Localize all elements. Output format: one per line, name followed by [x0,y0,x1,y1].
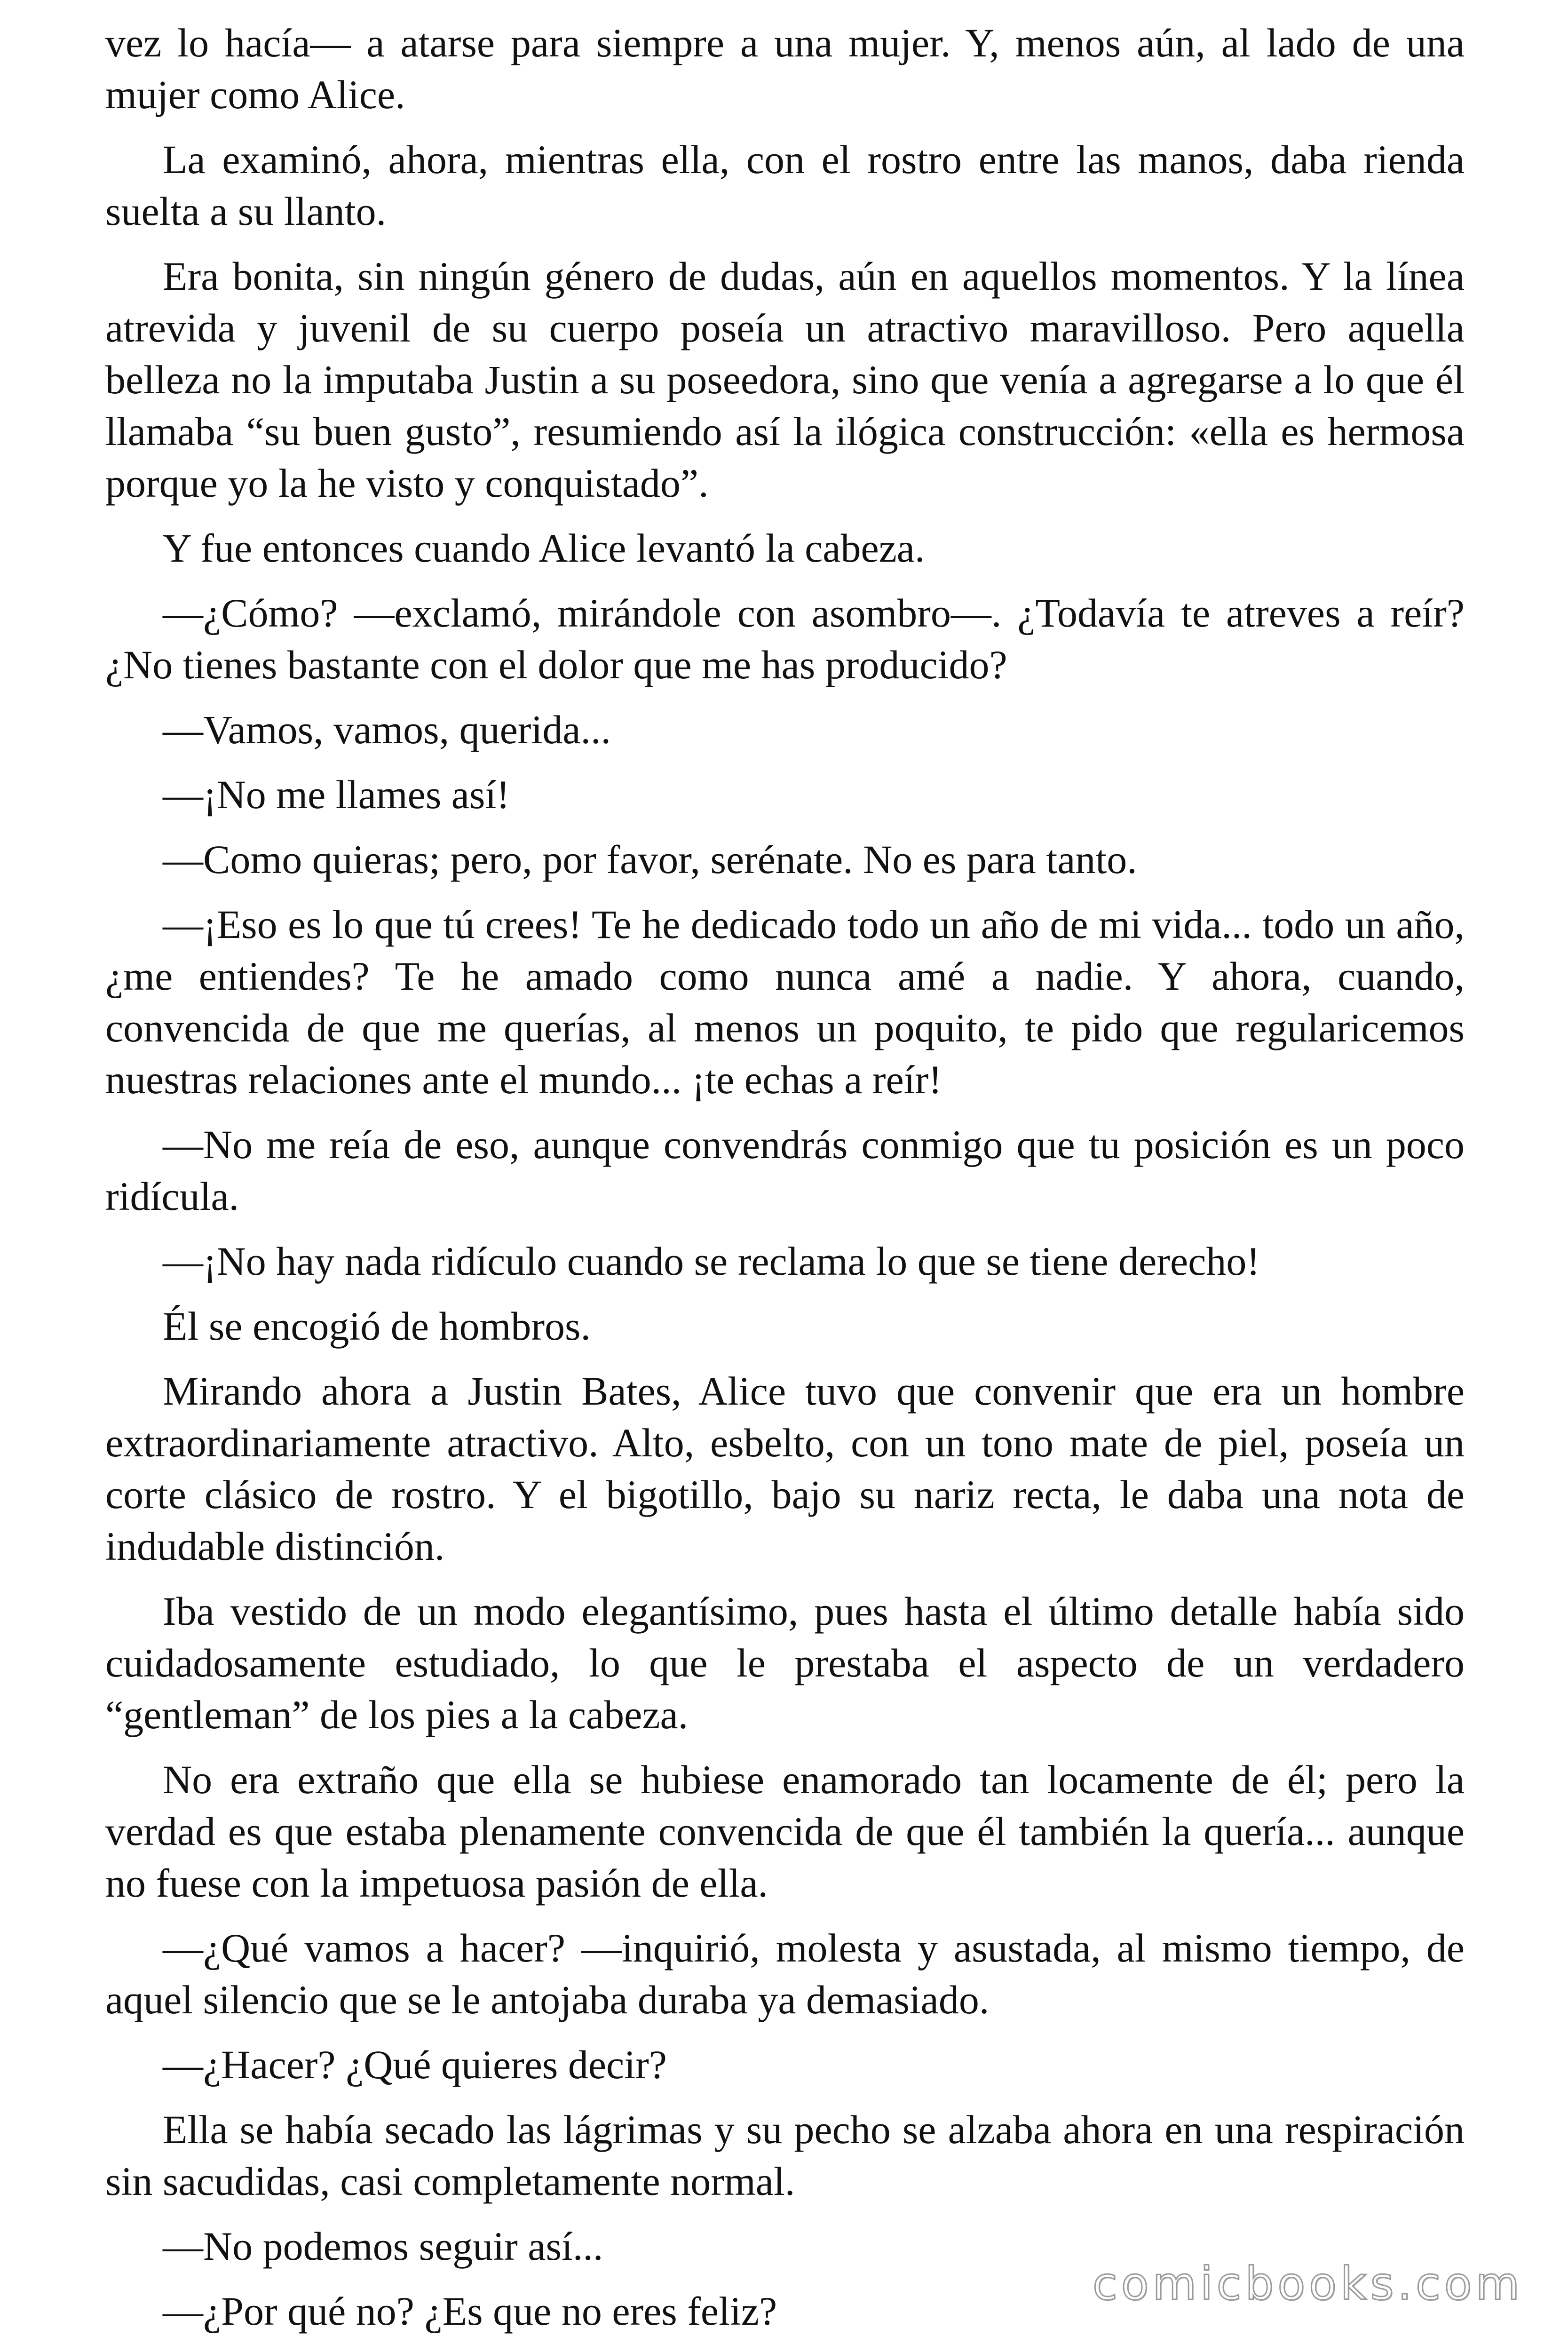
dialogue-line: —No me reía de eso, aunque convendrás conmigo que tu posición es un poco ridícula. [105,1122,1465,1219]
dialogue-line: —Como quieras; pero, por favor, serénate. No es para tanto. [163,837,1137,882]
paragraph: Era bonita, sin ningún género de dudas, aún en aquellos momentos. Y la línea atrevida y juvenil de su cuerpo poseía un atractivo maravilloso. Pero aquella belleza no la imputaba Justin a su poseedora, sino que venía a agregarse a lo que él llamaba “su buen gusto”, resumiendo así la ilógica construcción: «ella es hermosa porque yo la he visto y conquistado”. [105,254,1465,506]
dialogue-line: —¡No hay nada ridículo cuando se reclama lo que se tiene derecho! [163,1239,1260,1284]
dialogue-line: —¿Qué vamos a hacer? —inquirió, molesta y asustada, al mismo tiempo, de aquel silencio que se le antojaba duraba ya demasiado. [105,1925,1465,2022]
dialogue-line: —¿Hacer? ¿Qué quieres decir? [163,2042,667,2087]
paragraph: Él se encogió de hombros. [163,1303,591,1349]
dialogue-line: —¿Por qué no? ¿Es que no eres feliz? [163,2288,777,2334]
paragraph: Ella se había secado las lágrimas y su pecho se alzaba ahora en una respiración sin sacudidas, casi completamente normal. [105,2107,1465,2204]
paragraph: Y fue entonces cuando Alice levantó la cabeza. [163,525,925,571]
book-page-text [105,17,1465,2350]
paragraph: No era extraño que ella se hubiese enamorado tan locamente de él; pero la verdad es que estaba plenamente convencida de que él también la quería... aunque no fuese con la impetuosa pasión de ella. [105,1757,1465,1906]
paragraph: Iba vestido de un modo elegantísimo, pues hasta el último detalle había sido cuidadosamente estudiado, lo que le prestaba el aspecto de un verdadero “gentleman” de los pies a la cabeza. [105,1589,1465,1737]
dialogue-line: —¡No me llames así! [163,772,510,817]
paragraph: vez lo hacía— a atarse para siempre a una mujer. Y, menos aún, al lado de una mujer como Alice. [105,20,1465,117]
paragraph: La examinó, ahora, mientras ella, con el rostro entre las manos, daba rienda suelta a su llanto. [105,137,1465,234]
paragraph: Mirando ahora a Justin Bates, Alice tuvo que convenir que era un hombre extraordinariamente atractivo. Alto, esbelto, con un tono mate de piel, poseía un corte clásico de rostro. Y el bigotillo, bajo su nariz recta, le daba una nota de indudable distinción. [105,1368,1465,1569]
dialogue-line: —No podemos seguir así... [163,2224,603,2269]
dialogue-line: —¿Cómo? —exclamó, mirándole con asombro—. ¿Todavía te atreves a reír? ¿No tienes bastante con el dolor que me has producido? [105,590,1465,687]
watermark-text: comicbooks.com [1092,2257,1523,2310]
dialogue-line: —Vamos, vamos, querida... [163,707,611,752]
dialogue-line: —¡Eso es lo que tú crees! Te he dedicado todo un año de mi vida... todo un año, ¿me entiendes? Te he amado como nunca amé a nadie. Y ahora, cuando, convencida de que me querías, al menos un poquito, te pido que regularicemos nuestras relaciones ante el mundo... ¡te echas a reír! [105,902,1465,1102]
